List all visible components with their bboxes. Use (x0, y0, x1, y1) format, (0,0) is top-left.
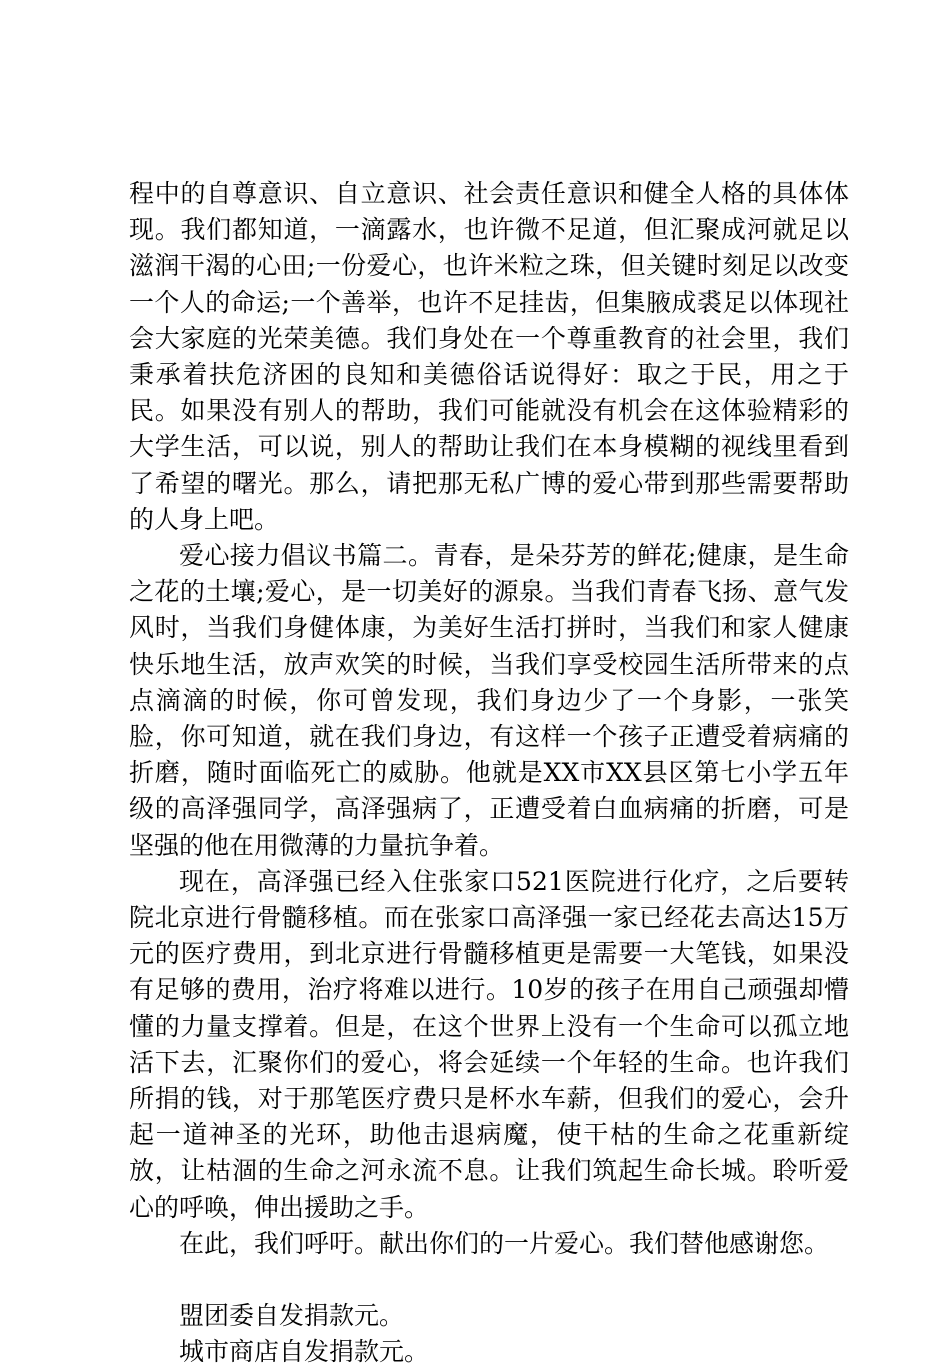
signature-line-2: 城市商店自发捐款元。 (179, 1337, 430, 1367)
signature-line-1: 盟团委自发捐款元。 (179, 1301, 405, 1331)
document-body (129, 176, 849, 1371)
paragraph-3: 现在，高泽强已经入住张家口521医院进行化疗，之后要转院北京进行骨髓移植。而在张家口高泽强一家已经花去高达15万元的医疗费用，到北京进行骨髓移植更是需要一大笔钱，如果没有足够的费用，治疗将难以进行。10岁的孩子在用自己顽强却懵懂的力量支撑着。但是，在这个世界上没有一个生命可以孤立地活下去，汇聚你们的爱心，将会延续一个年轻的生命。也许我们所捐的钱，对于那笔医疗费只是杯水车薪，但我们的爱心，会升起一道神圣的光环，助他击退病魔，使干枯的生命之花重新绽放，让枯涸的生命之河永流不息。让我们筑起生命长城。聆听爱心的呼唤，伸出援助之手。 (129, 866, 849, 1222)
blank-line (129, 1262, 849, 1298)
paragraph-4: 在此，我们呼吁。献出你们的一片爱心。我们替他感谢您。 (179, 1228, 830, 1258)
paragraph-2: 爱心接力倡议书篇二。青春，是朵芬芳的鲜花;健康，是生命之花的土壤;爱心，是一切美好的源泉。当我们青春飞扬、意气发风时，当我们身健体康，为美好生活打拼时，当我们和家人健康快乐地生活，放声欢笑的时候，当我们享受校园生活所带来的点点滴滴的时候，你可曾发现，我们身边少了一个身影，一张笑脸，你可知道，就在我们身边，有这样一个孩子正遭受着病痛的折磨，随时面临死亡的威胁。他就是XX市XX县区第七小学五年级的高泽强同学，高泽强病了，正遭受着白血病痛的折磨，可是坚强的他在用微薄的力量抗争着。 (129, 541, 849, 860)
paragraph-1: 程中的自尊意识、自立意识、社会责任意识和健全人格的具体体现。我们都知道，一滴露水，也许微不足道，但汇聚成河就足以滋润干渴的心田;一份爱心，也许米粒之珠，但关键时刻足以改变一个人的命运;一个善举，也许不足挂齿，但集腋成裘足以体现社会大家庭的光荣美德。我们身处在一个尊重教育的社会里，我们秉承着扶危济困的良知和美德俗话说得好：取之于民，用之于民。如果没有别人的帮助，我们可能就没有机会在这体验精彩的大学生活，可以说，别人的帮助让我们在本身模糊的视线里看到了希望的曙光。那么，请把那无私广博的爱心带到那些需要帮助的人身上吧。 (129, 179, 849, 534)
